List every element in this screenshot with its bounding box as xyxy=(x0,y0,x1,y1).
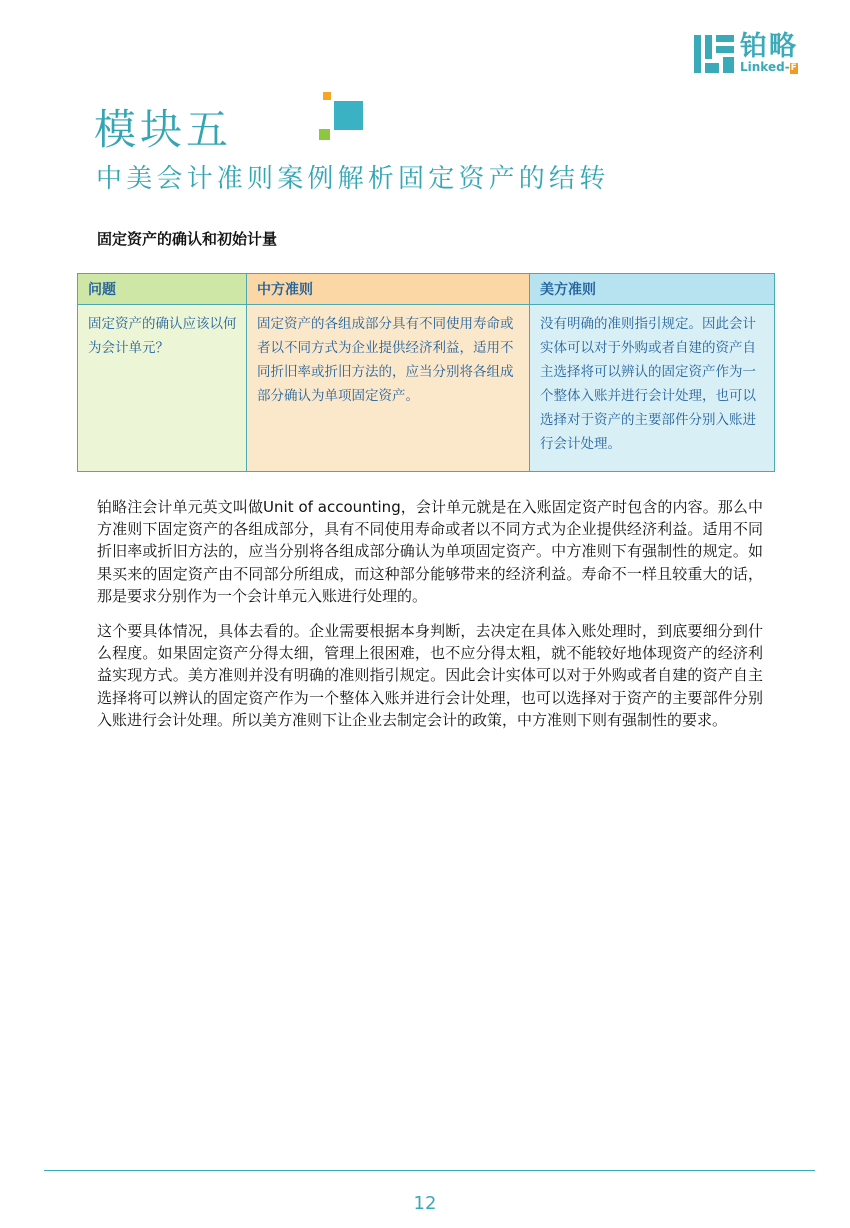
logo-name-en: Linked-F xyxy=(740,60,797,74)
decor-square-teal xyxy=(334,101,363,130)
logo-name-cn: 铂略 xyxy=(740,31,798,62)
table-header-china-standard: 中方准则 xyxy=(247,274,529,305)
module-subtitle: 中美会计准则案例解析固定资产的结转 xyxy=(96,164,610,194)
table-header-question: 问题 xyxy=(78,274,246,305)
table-cell-us-standard: 没有明确的准则指引规定。因此会计实体可以对于外购或者自建的资产自主选择将可以辨认的固定资产作为一个整体入账并进行会计处理，也可以选择对于资产的主要部件分别入账进行会计处理。 xyxy=(540,316,756,452)
logo-f-box: F xyxy=(790,63,797,73)
logo-mark-icon xyxy=(694,35,734,73)
decor-square-orange xyxy=(323,92,331,100)
body-paragraph-2: 这个要具体情况，具体去看的。企业需要根据本身判断，去决定在具体入账处理时，到底要细分到什么程度。如果固定资产分得太细，管理上很困难，也不应分得太粗，就不能较好地体现资产的经济利益实现方式。美方准则并没有明确的准则指引规定。因此会计实体可以对于外购或者自建的资产自主选择将可以辨认的固定资产作为一个整体入账并进行会计处理，也可以选择对于资产的主要部件分别入账进行会计处理。所以美方准则下让企业去制定会计的政策，中方准则下则有强制性的要求。 xyxy=(97,622,763,729)
table-cell-china-standard: 固定资产的各组成部分具有不同使用寿命或者以不同方式为企业提供经济利益，适用不同折旧率或折旧方法的，应当分别将各组成部分确认为单项固定资产。 xyxy=(257,316,514,404)
comparison-table xyxy=(77,273,775,472)
module-title: 模块五 xyxy=(94,105,233,154)
table-cell-question: 固定资产的确认应该以何为会计单元？ xyxy=(88,316,237,356)
table-column-question xyxy=(78,274,246,471)
page-number: 12 xyxy=(413,1193,437,1214)
table-header-us-standard: 美方准则 xyxy=(530,274,774,305)
brand-logo xyxy=(694,32,818,74)
body-paragraph-1: 铂略注会计单元英文叫做Unit of accounting，会计单元就是在入账固定资产时包含的内容。那么中方准则下固定资产的各组成部分，具有不同使用寿命或者以不同方式为企业提供经济利益。适用不同折旧率或折旧方法的，应当分别将各组成部分确认为单项固定资产。中方准则下有强制性的规定。如果买来的固定资产由不同部分所组成，而这种部分能够带来的经济利益。寿命不一样且较重大的话，那是要求分别作为一个会计单元入账进行处理的。 xyxy=(97,498,763,605)
section-heading: 固定资产的确认和初始计量 xyxy=(97,230,278,248)
footer-divider xyxy=(44,1170,815,1171)
table-column-china-standard xyxy=(246,274,529,471)
decor-square-green xyxy=(319,129,330,140)
table-column-us-standard xyxy=(529,274,774,471)
